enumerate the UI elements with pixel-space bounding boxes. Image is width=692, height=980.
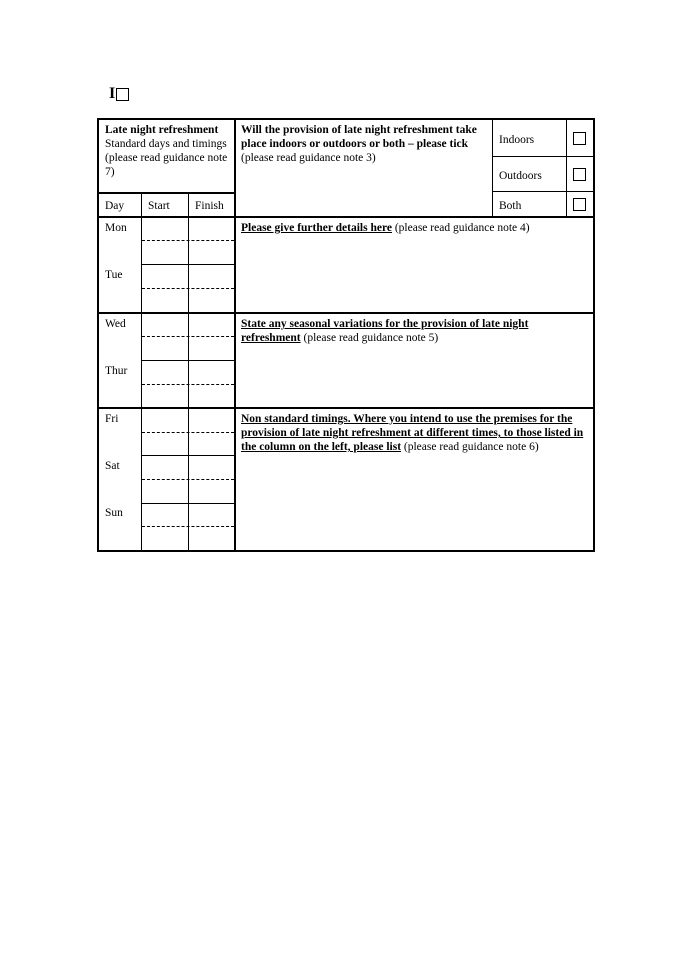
option-both-label: Both [499, 200, 522, 212]
divider-left-column [234, 120, 236, 550]
both-checkbox[interactable] [573, 198, 586, 211]
option-indoors-label: Indoors [499, 134, 535, 146]
fri-start-field[interactable] [142, 409, 188, 455]
location-question-note: (please read guidance note 3) [241, 152, 376, 164]
indoors-checkbox[interactable] [573, 132, 586, 145]
fri-finish-field[interactable] [189, 409, 234, 455]
seasonal-variations-heading: State any seasonal variations for the provision of late night refreshment [241, 318, 529, 344]
day-label-thur: Thur [105, 365, 128, 377]
left-header-title: Late night refreshment [105, 124, 219, 136]
non-standard-timings-note: (please read guidance note 6) [401, 441, 539, 453]
column-header-start: Start [148, 200, 170, 212]
day-label-sat: Sat [105, 460, 120, 472]
day-label-mon: Mon [105, 222, 127, 234]
left-header [105, 123, 233, 179]
non-standard-timings-heading: Non standard timings. Where you intend to use the premises for the provision of late night refreshment at different times, to those listed in the column on the left, please list [241, 413, 584, 453]
section-checkbox[interactable] [116, 88, 129, 101]
divider-outdoors [492, 191, 593, 192]
location-question-text: Will the provision of late night refreshment take place indoors or outdoors or both – please tick [241, 124, 477, 150]
thur-start-field[interactable] [142, 361, 188, 407]
option-outdoors-label: Outdoors [499, 170, 542, 182]
divider-options-column [492, 120, 493, 216]
thur-finish-field[interactable] [189, 361, 234, 407]
further-details-heading: Please give further details here [241, 222, 392, 234]
seasonal-variations-note: (please read guidance note 5) [300, 332, 439, 344]
day-label-tue: Tue [105, 269, 123, 281]
non-standard-timings-block[interactable] [241, 412, 586, 454]
day-label-fri: Fri [105, 413, 119, 425]
further-details-note: (please read guidance note 4) [391, 222, 530, 234]
sun-finish-field[interactable] [189, 504, 234, 550]
sun-start-field[interactable] [142, 504, 188, 550]
mon-finish-field[interactable] [189, 218, 234, 264]
further-details-block[interactable] [241, 221, 586, 235]
seasonal-variations-block[interactable] [241, 317, 586, 345]
column-header-day: Day [105, 200, 125, 212]
location-question [241, 123, 486, 165]
day-label-sun: Sun [105, 507, 123, 519]
wed-start-field[interactable] [142, 314, 188, 360]
sat-finish-field[interactable] [189, 456, 234, 503]
wed-finish-field[interactable] [189, 314, 234, 360]
day-label-wed: Wed [105, 318, 126, 330]
sat-start-field[interactable] [142, 456, 188, 503]
mon-start-field[interactable] [142, 218, 188, 264]
divider-tick-column [566, 120, 567, 216]
column-header-finish: Finish [195, 200, 224, 212]
left-header-subtitle: Standard days and timings (please read guidance note 7) [105, 138, 228, 178]
tue-start-field[interactable] [142, 265, 188, 312]
tue-finish-field[interactable] [189, 265, 234, 312]
divider-header-bottom [99, 192, 235, 194]
section-marker [109, 86, 129, 102]
late-night-refreshment-form [97, 118, 595, 552]
section-letter: I [109, 85, 116, 102]
outdoors-checkbox[interactable] [573, 168, 586, 181]
divider-indoors [492, 156, 593, 157]
